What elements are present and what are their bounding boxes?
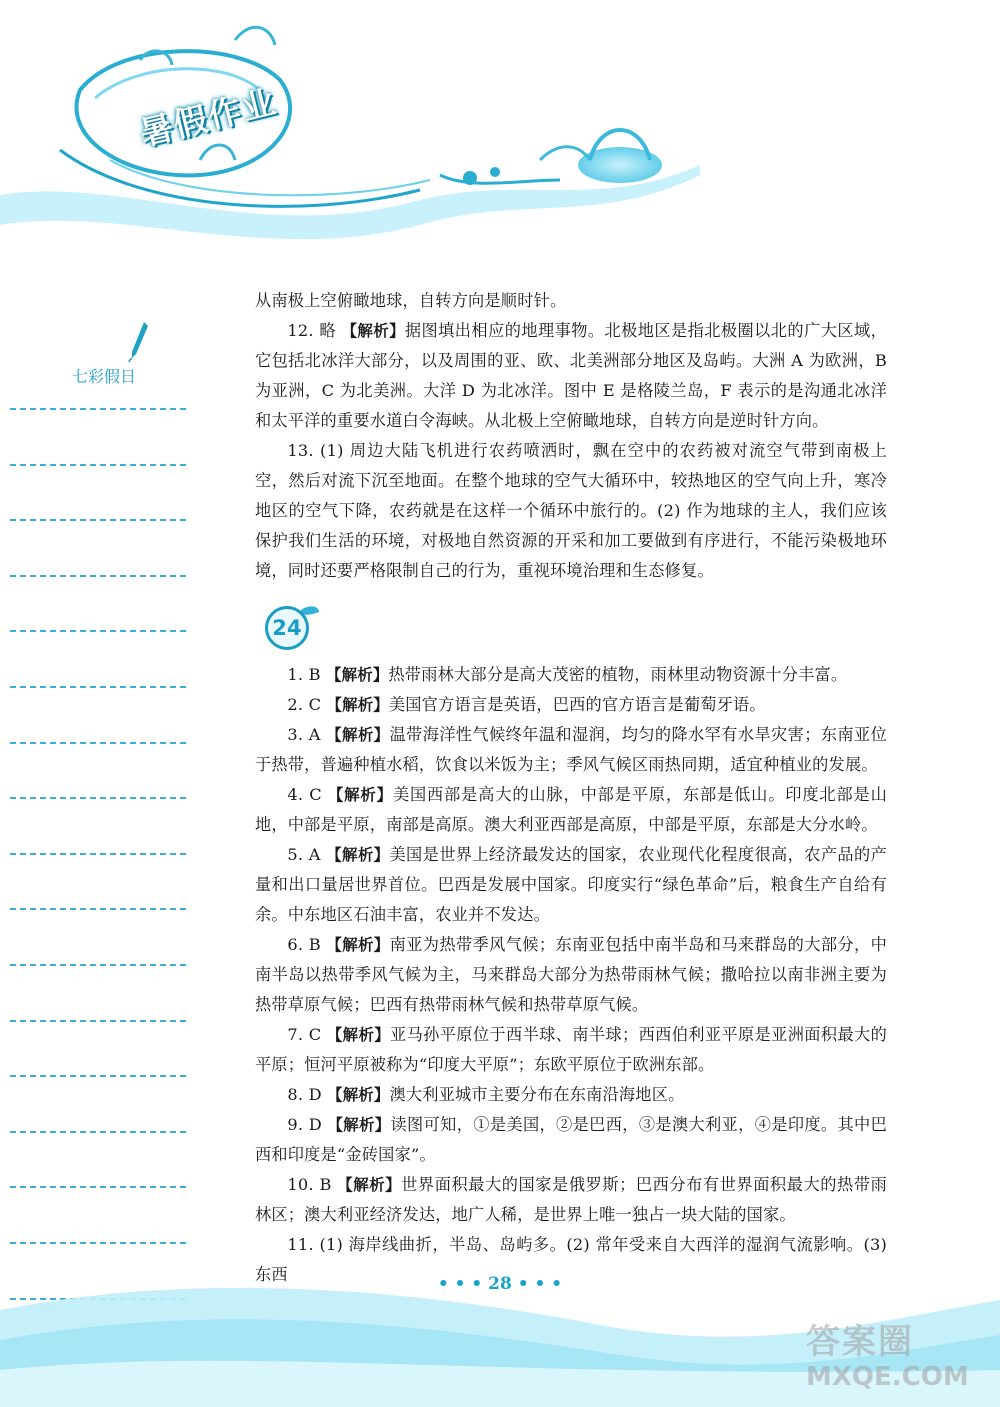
- note-line: [10, 964, 186, 966]
- answer-head: 6. B: [287, 935, 321, 954]
- answer-content: [255, 286, 887, 1290]
- analysis-tag: 【解析】: [327, 1116, 391, 1134]
- answer-head: 8. D: [287, 1085, 322, 1104]
- note-line: [10, 575, 186, 577]
- note-line: [10, 797, 186, 799]
- answer-13: 13. (1) 周边大陆飞机进行农药喷洒时，飘在空中的农药被对流空气带到南极上空，然后对流下沉至地面。在整个地球的空气大循环中，较热地区的空气向上升，寒冷地区的空气下降，农药就是在这样一个循环中旅行的。(2) 作为地球的主人，我们应该保护我们生活的环境，对极地自然资源的开采和加工要做到有序进行，不能污染极地环境，同时还要严格限制自己的行为，重视环境治理和生态修复。: [255, 441, 887, 580]
- analysis-tag: 【解析】: [326, 936, 390, 954]
- note-line: [10, 408, 186, 410]
- answer-12: [255, 316, 887, 436]
- answer-head: 11.: [287, 1235, 314, 1254]
- answer-text: 热带雨林大部分是高大茂密的植物，雨林里动物资源十分丰富。: [388, 665, 848, 684]
- answer-item: [255, 930, 887, 1020]
- analysis-tag: 【解析】: [326, 666, 389, 684]
- answer-item: [255, 840, 887, 930]
- note-line: [10, 464, 186, 466]
- answer-text: 南亚为热带季风气候；东南亚包括中南半岛和马来群岛的大部分，中南半岛以热带季风气候为主，马来群岛大部分为热带雨林气候；撒哈拉以南非洲主要为热带草原气候；巴西有热带雨林气候和热带草原气候。: [255, 935, 887, 1014]
- analysis-tag: 【解析】: [327, 786, 393, 804]
- analysis-tag: 【解析】: [326, 1026, 390, 1044]
- answer-item: [255, 780, 887, 840]
- note-line: [10, 1186, 186, 1188]
- answer-head: 3. A: [287, 725, 321, 744]
- note-line: [10, 853, 186, 855]
- answer-item: [255, 1170, 887, 1230]
- analysis-tag: 【解析】: [337, 1176, 402, 1194]
- answer-text: 美国是世界上经济最发达的国家，农业现代化程度很高，农产品的产量和出口量居世界首位。巴西是发展中国家。印度实行“绿色革命”后，粮食生产自给有余。中东地区石油丰富，农业并不发达。: [255, 845, 887, 924]
- answer-head: 9. D: [287, 1115, 322, 1134]
- analysis-tag: 【解析】: [326, 846, 390, 864]
- answer-text: 美国官方语言是英语，巴西的官方语言是葡萄牙语。: [388, 695, 766, 714]
- analysis-tag: 【解析】: [326, 696, 389, 714]
- watermark-line2: MXQE.COM: [806, 1362, 969, 1392]
- answer-item: [255, 720, 887, 780]
- note-line: [10, 1131, 186, 1133]
- banner-title: 暑假作业: [135, 81, 282, 154]
- answer-item: [255, 1110, 887, 1170]
- note-line: [10, 908, 186, 910]
- answer-text: (1) 海岸线曲折，半岛、岛屿多。(2) 常年受来自大西洋的湿润气流影响。(3) 东西: [255, 1235, 887, 1284]
- analysis-tag: 【解析】: [327, 1086, 390, 1104]
- pen-icon: [128, 320, 150, 362]
- answer-head: 7. C: [287, 1025, 322, 1044]
- watermark-line1: 答案圈: [806, 1322, 914, 1362]
- answer-head: 2. C: [287, 695, 322, 714]
- answer-head: 1. B: [287, 665, 321, 684]
- answer-text: 美国西部是高大的山脉，中部是平原，东部是低山。印度北部是山地，中部是平原，南部是高原。澳大利亚西部是高原，中部是平原，东部是大分水岭。: [255, 785, 887, 834]
- answer-text: 读图可知，①是美国，②是巴西，③是澳大利亚，④是印度。其中巴西和印度是“金砖国家”。: [255, 1115, 887, 1164]
- note-line: [10, 630, 186, 632]
- answer-item: [255, 1080, 887, 1110]
- answer-item: [255, 690, 887, 720]
- answer-head: 10. B: [287, 1175, 332, 1194]
- note-line: [10, 686, 186, 688]
- section-number: 24: [265, 606, 309, 650]
- sidebar-label: 七彩假日: [72, 367, 137, 386]
- answer-head: 4. C: [287, 785, 322, 804]
- answer-text: 世界面积最大的国家是俄罗斯；巴西分布有世界面积最大的热带雨林区；澳大利亚经济发达，地广人稀，是世界上唯一独占一块大陆的国家。: [255, 1175, 887, 1224]
- section-badge: [257, 604, 321, 648]
- watermark: [806, 1322, 969, 1392]
- answer-text: 温带海洋性气候终年温和湿润，均匀的降水罕有水旱灾害；东南亚位于热带，普遍种植水稻，饮食以米饭为主；季风气候区雨热同期，适宜种植业的发展。: [255, 725, 887, 774]
- analysis-tag: 【解析】: [326, 726, 390, 744]
- intro-text: 从南极上空俯瞰地球，自转方向是顺时针。: [255, 291, 567, 310]
- answer-list: [255, 660, 887, 1290]
- note-line: [10, 1020, 186, 1022]
- answer-head: 5. A: [287, 845, 321, 864]
- note-lines: [0, 408, 200, 1353]
- note-line: [10, 742, 186, 744]
- answer-head: 12. 略: [287, 321, 336, 340]
- page-number: • • • 28 • • •: [437, 1274, 563, 1294]
- answer-text: 据图填出相应的地理事物。北极地区是指北极圈以北的广大区域，它包括北冰洋大部分，以及周围的亚、欧、北美洲部分地区及岛屿。大洲 A 为欧洲，B 为亚洲，C 为北美洲。大洋 D 为北冰洋。图中 E 是格陵兰岛，F 表示的是沟通北冰洋和太平洋的重要水道白令海峡。从北极上空俯瞰地球，自转方向是逆时针方向。: [255, 321, 887, 430]
- analysis-tag: 【解析】: [341, 322, 405, 340]
- answer-text: 澳大利亚城市主要分布在东南沿海地区。: [389, 1085, 685, 1104]
- answer-item: [255, 660, 887, 690]
- answer-text: 亚马孙平原位于西半球、南半球；西西伯利亚平原是亚洲面积最大的平原；恒河平原被称为“印度大平原”；东欧平原位于欧洲东部。: [255, 1025, 887, 1074]
- note-line: [10, 519, 186, 521]
- note-line: [10, 1075, 186, 1077]
- answer-item: [255, 1020, 887, 1080]
